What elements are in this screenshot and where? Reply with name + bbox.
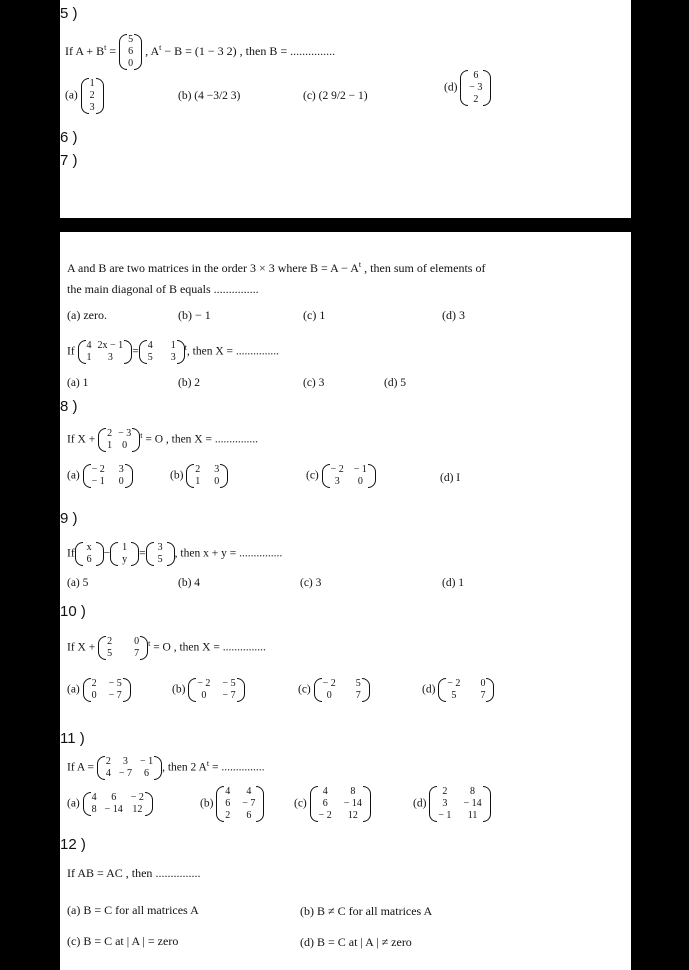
matrix-cell: 1 <box>122 542 128 553</box>
answer-blank: ............... <box>239 547 283 560</box>
matrix-cell: 6 <box>144 768 150 779</box>
question-8-stem <box>67 428 258 452</box>
matrix-cell: 5 <box>107 648 113 659</box>
question-number-10: 10 ) <box>60 603 86 620</box>
q5-stem-part: − B = (1 − 3 2) , then B = <box>161 43 291 58</box>
question-number-5: 5 ) <box>60 5 78 22</box>
q11-option-c-matrix <box>310 786 371 822</box>
option-label: (a) <box>67 469 80 482</box>
matrix-cell: − 1 <box>353 464 367 475</box>
question-7-stem-line2 <box>67 282 259 297</box>
question-panel-bottom <box>60 232 631 970</box>
option-label: (c) <box>294 797 307 810</box>
stem-sup: t <box>358 260 362 269</box>
q9-matrix-2 <box>110 542 139 566</box>
matrix-cell: 3 <box>122 756 128 767</box>
q9-option-a[interactable]: (a) 5 <box>67 577 89 589</box>
q12-option-b[interactable]: (b) B ≠ C for all matrices A <box>300 904 433 918</box>
matrix-cell: 6 <box>473 70 479 81</box>
matrix-cell: 3 <box>107 352 113 363</box>
stem-text: If X + <box>67 433 96 446</box>
matrix-cell: x <box>86 542 92 553</box>
matrix-cell: 12 <box>347 810 358 821</box>
matrix-cell: 5 <box>451 690 457 701</box>
q10-option-a-matrix <box>83 678 131 702</box>
matrix-cell: 1 <box>195 476 201 487</box>
stem-text: = O , then X = <box>150 641 223 654</box>
matrix-cell: 5 <box>355 678 361 689</box>
matrix-cell: 0 <box>201 690 207 701</box>
transpose-sup: t <box>140 430 143 440</box>
q8-option-d[interactable]: (d) I <box>440 472 461 484</box>
q8-option-a-matrix <box>83 464 133 488</box>
matrix-cell: − 2 <box>130 792 144 803</box>
q5-stem-sup: t <box>159 42 162 52</box>
matrix-cell: 2 <box>89 90 95 101</box>
q5-matrix-b <box>119 34 142 70</box>
question-number-7: 7 ) <box>60 152 78 169</box>
q7-option-b[interactable]: (b) − 1 <box>178 308 211 322</box>
matrix-cell: y <box>122 554 128 565</box>
q7b-matrix-right <box>139 340 185 364</box>
q10-option-d[interactable] <box>422 678 494 702</box>
matrix-cell: 5 <box>157 554 163 565</box>
matrix-cell: 2 <box>107 428 113 439</box>
q10-option-b-matrix <box>188 678 244 702</box>
option-label: (b) <box>200 797 214 810</box>
option-label: (c) <box>306 469 319 482</box>
matrix-cell: 3 <box>118 464 124 475</box>
matrix-cell: 4 <box>86 340 92 351</box>
matrix-cell: 7 <box>134 648 140 659</box>
matrix-cell: − 14 <box>104 804 123 815</box>
matrix-cell: − 2 <box>447 678 461 689</box>
q9-matrix-1 <box>75 542 104 566</box>
answer-blank: ............... <box>213 282 259 296</box>
q7-option-a[interactable]: (a) zero. <box>67 308 107 322</box>
matrix-cell: 0 <box>91 690 97 701</box>
matrix-cell: − 2 <box>318 810 332 821</box>
q11-matrix-a <box>97 756 162 780</box>
matrix-cell: − 1 <box>139 756 154 767</box>
question-9-stem <box>67 542 282 566</box>
q5-stem-part: If A + B <box>65 43 105 58</box>
q11-option-d[interactable] <box>413 786 491 822</box>
q11-option-a[interactable] <box>67 792 153 816</box>
answer-blank: ............... <box>222 641 266 654</box>
q5-option-d[interactable] <box>444 70 491 106</box>
q9-option-d[interactable]: (d) 1 <box>442 577 465 589</box>
matrix-cell: 0 <box>480 678 486 689</box>
matrix-cell: − 1 <box>438 810 452 821</box>
matrix-cell: 4 <box>246 786 252 797</box>
stem-text: A and B are two matrices in the order 3 × 3 where B = A − A <box>67 261 359 275</box>
matrix-cell: − 2 <box>91 464 105 475</box>
q10-option-d-matrix <box>438 678 494 702</box>
option-label: (a) <box>67 683 80 696</box>
transpose-sup: t <box>184 342 187 352</box>
matrix-cell: 3 <box>442 798 448 809</box>
answer-blank: ............... <box>290 43 336 58</box>
matrix-cell: − 2 <box>197 678 211 689</box>
matrix-cell: 2 <box>195 464 201 475</box>
q5-option-a-matrix <box>81 78 104 114</box>
option-label: (d) <box>413 797 427 810</box>
matrix-cell: 3 <box>170 352 176 363</box>
matrix-cell: − 7 <box>108 690 122 701</box>
matrix-cell: 0 <box>122 440 128 451</box>
matrix-cell: 2 <box>91 678 97 689</box>
matrix-cell: − 7 <box>242 798 256 809</box>
option-label: (b) <box>172 683 186 696</box>
matrix-cell: 2 <box>442 786 448 797</box>
matrix-cell: 4 <box>105 768 111 779</box>
answer-blank: ............... <box>221 761 265 774</box>
question-7b-stem <box>67 340 279 364</box>
q7b-option-b[interactable]: (b) 2 <box>178 377 201 389</box>
matrix-cell: − 3 <box>118 428 132 439</box>
q8-option-b-matrix <box>186 464 228 488</box>
stem-text: = <box>209 761 222 774</box>
q11-option-a-matrix <box>83 792 153 816</box>
q11-option-c[interactable] <box>294 786 371 822</box>
matrix-cell: 6 <box>86 554 92 565</box>
question-panel-top <box>60 0 631 218</box>
matrix-cell: − 14 <box>463 798 482 809</box>
question-11-stem <box>67 756 264 780</box>
question-5-stem <box>65 34 335 70</box>
matrix-cell: 1 <box>170 340 176 351</box>
equals-sign: = <box>132 345 139 358</box>
q5-stem-sup: t <box>104 42 107 52</box>
matrix-cell: − 3 <box>469 82 483 93</box>
q11-option-b[interactable] <box>200 786 264 822</box>
q12-option-d[interactable]: (d) B = C at | A | ≠ zero <box>300 935 412 949</box>
q7-option-d[interactable]: (d) 3 <box>442 308 465 322</box>
matrix-cell: 6 <box>128 46 134 57</box>
question-number-12: 12 ) <box>60 836 86 853</box>
matrix-cell: 8 <box>350 786 356 797</box>
transpose-sup: t <box>206 758 210 768</box>
stem-text: , then sum of elements of <box>361 261 486 275</box>
q12-option-a[interactable]: (a) B = C for all matrices A <box>67 903 199 917</box>
matrix-cell: 5 <box>147 352 153 363</box>
answer-blank: ............... <box>235 345 280 358</box>
question-number-11: 11 ) <box>60 730 85 747</box>
q8-option-b[interactable] <box>170 464 228 488</box>
q10-option-a[interactable] <box>67 678 131 702</box>
q7b-option-a[interactable]: (a) 1 <box>67 377 89 389</box>
stem-text: If <box>67 547 75 560</box>
matrix-cell: 0 <box>118 476 124 487</box>
q5-option-d-matrix <box>460 70 491 106</box>
q10-matrix <box>98 636 151 660</box>
question-number-8: 8 ) <box>60 398 78 415</box>
matrix-cell: 1 <box>107 440 113 451</box>
equals-sign: = <box>139 547 146 560</box>
matrix-cell: 6 <box>225 798 231 809</box>
q5-stem-part: = <box>106 43 120 58</box>
matrix-cell: 2 <box>225 810 231 821</box>
matrix-cell: 0 <box>357 476 363 487</box>
matrix-cell: 11 <box>467 810 478 821</box>
minus-sign: − <box>103 547 111 560</box>
option-label: (d) <box>422 683 436 696</box>
q10-option-c-matrix <box>314 678 370 702</box>
option-label: (c) <box>298 683 311 696</box>
matrix-cell: 4 <box>147 340 153 351</box>
q5-option-a[interactable] <box>65 78 104 114</box>
matrix-cell: − 1 <box>91 476 105 487</box>
matrix-cell: − 5 <box>222 678 236 689</box>
stem-text: If <box>67 345 75 358</box>
matrix-cell: 6 <box>322 798 328 809</box>
matrix-cell: 8 <box>470 786 475 797</box>
option-label: (a) <box>65 89 78 102</box>
q7b-matrix-left <box>78 340 133 364</box>
question-number-9: 9 ) <box>60 510 78 527</box>
stem-text: If AB = AC , then <box>67 866 156 880</box>
stem-text: , then x + y = <box>174 547 240 560</box>
matrix-cell: 1 <box>86 352 92 363</box>
matrix-cell: 0 <box>326 690 332 701</box>
q8-option-a[interactable] <box>67 464 133 488</box>
q5-option-b[interactable]: (b) (4 −3/2 3) <box>178 90 241 102</box>
matrix-cell: 1 <box>89 78 95 89</box>
q9-option-c[interactable]: (c) 3 <box>300 577 322 589</box>
matrix-cell: − 2 <box>322 678 336 689</box>
matrix-cell: − 2 <box>330 464 344 475</box>
option-label: (a) <box>67 797 80 810</box>
q9-matrix-3 <box>146 542 175 566</box>
matrix-cell: 4 <box>225 786 231 797</box>
matrix-cell: 2x − 1 <box>97 340 124 351</box>
matrix-cell: 3 <box>334 476 340 487</box>
q7b-option-c[interactable]: (c) 3 <box>303 377 325 389</box>
q9-option-b[interactable]: (b) 4 <box>178 577 201 589</box>
question-number-6: 6 ) <box>60 129 78 146</box>
matrix-cell: − 7 <box>222 690 236 701</box>
question-12-stem <box>67 866 200 881</box>
matrix-cell: 0 <box>128 58 134 69</box>
matrix-cell: 0 <box>214 476 220 487</box>
matrix-cell: 3 <box>89 102 95 113</box>
q12-option-c[interactable]: (c) B = C at | A | = zero <box>67 934 179 948</box>
matrix-cell: 6 <box>111 792 117 803</box>
stem-text: If A = <box>67 761 94 774</box>
matrix-cell: 7 <box>480 690 486 701</box>
matrix-cell: 6 <box>246 810 252 821</box>
q7b-option-d[interactable]: (d) 5 <box>384 377 407 389</box>
matrix-cell: 3 <box>157 542 163 553</box>
q8-option-c-matrix <box>322 464 376 488</box>
q10-option-c[interactable] <box>298 678 370 702</box>
matrix-cell: 2 <box>473 94 479 105</box>
matrix-cell: 7 <box>355 690 361 701</box>
matrix-cell: 12 <box>132 804 143 815</box>
answer-blank: ............... <box>214 433 258 446</box>
matrix-cell: 4 <box>91 792 97 803</box>
question-7-stem-line1 <box>67 260 485 276</box>
option-label: (d) <box>444 81 458 94</box>
stem-text: , then X = <box>186 345 236 358</box>
matrix-cell: − 5 <box>108 678 122 689</box>
matrix-cell: 0 <box>134 636 140 647</box>
question-10-stem <box>67 636 266 660</box>
stem-text: = O , then X = <box>142 433 215 446</box>
matrix-cell: 3 <box>214 464 220 475</box>
transpose-sup: t <box>148 638 151 648</box>
q5-option-c[interactable]: (c) (2 9/2 − 1) <box>303 90 368 102</box>
q10-option-b[interactable] <box>172 678 245 702</box>
matrix-cell: 4 <box>322 786 328 797</box>
q7-option-c[interactable]: (c) 1 <box>303 308 326 322</box>
stem-text: If X + <box>67 641 96 654</box>
q11-option-b-matrix <box>216 786 264 822</box>
q11-option-d-matrix <box>429 786 490 822</box>
matrix-cell: 2 <box>105 756 111 767</box>
q8-matrix <box>98 428 143 452</box>
matrix-cell: 5 <box>128 34 134 45</box>
matrix-cell: − 7 <box>118 768 132 779</box>
q8-option-c[interactable] <box>306 464 376 488</box>
stem-text: the main diagonal of B equals <box>67 282 214 296</box>
option-label: (b) <box>170 469 184 482</box>
stem-text: , then 2 A <box>162 761 207 774</box>
matrix-cell: 2 <box>107 636 113 647</box>
q5-stem-part: , A <box>145 43 160 58</box>
matrix-cell: − 14 <box>343 798 362 809</box>
matrix-cell: 8 <box>91 804 97 815</box>
answer-blank: ............... <box>155 866 201 880</box>
